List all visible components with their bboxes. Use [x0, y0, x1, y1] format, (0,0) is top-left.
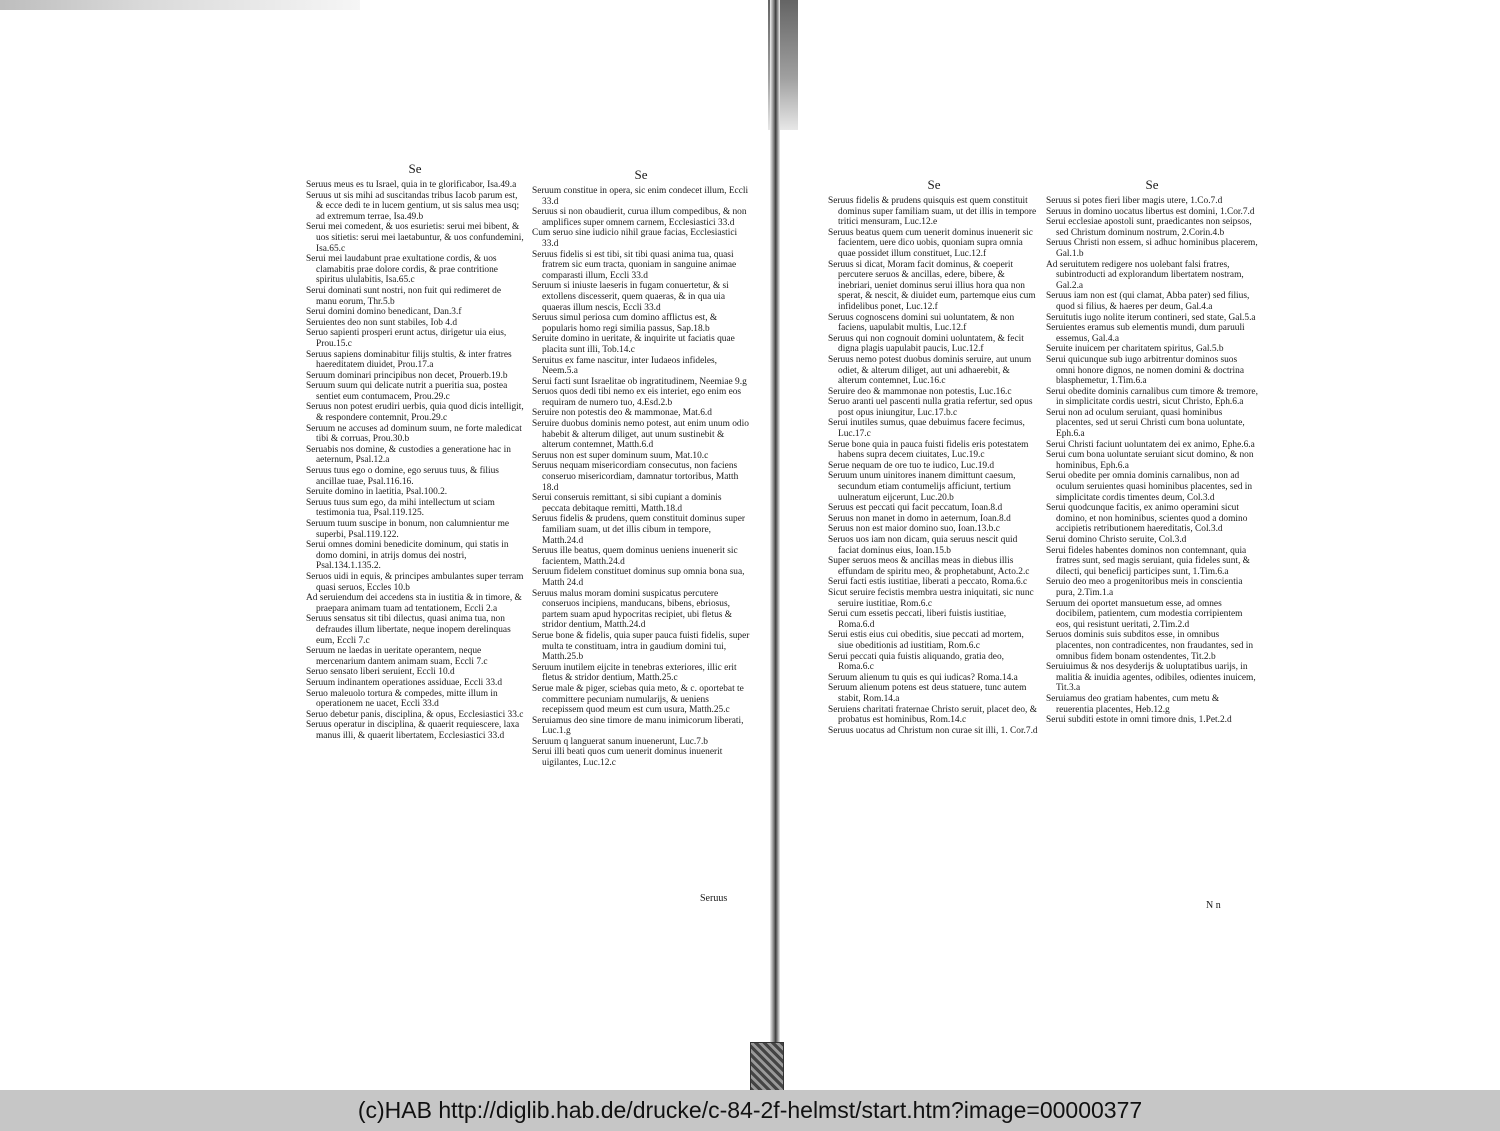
index-entry: Ad seruitutem redigere nos uolebant falsi fratres, subintroducti ad explorandum libertatem nostram, Gal.2.a	[1046, 259, 1244, 291]
column-3	[828, 176, 1040, 901]
index-entry: Seruum constitue in opera, sic enim condecet illum, Eccli 33.d	[532, 186, 749, 207]
index-entry: Seruum alienum tu quis es qui iudicas? Roma.14.a	[828, 672, 1018, 683]
index-entry: Seruite domino in ueritate, & inquirite ut faciatis quae placita sunt illi, Tob.14.c	[532, 334, 735, 355]
index-entry: Seruus est peccati qui facit peccatum, Ioan.8.d	[828, 503, 1003, 514]
index-entry: Seruus uocatus ad Christum non curae sit illi, 1. Cor.7.d	[828, 725, 1038, 736]
index-entry: Seruire non potestis deo & mammonae, Mat.6.d	[532, 408, 712, 419]
index-entry: Seruus si potes fieri liber magis utere, 1.Co.7.d	[1046, 196, 1223, 206]
index-entry: Seruus meus es tu Israel, quia in te glorificabor, Isa.49.a	[306, 180, 517, 190]
credit-text: (c)HAB http://diglib.hab.de/drucke/c-84-2f-helmst/start.htm?image=00000377	[357, 1097, 1143, 1123]
running-head: Se	[634, 167, 648, 182]
index-entry: Seruabis nos domine, & custodies a generatione hac in aeternum, Psal.12.a	[306, 444, 511, 466]
index-entry: Seruus si non obaudierit, curua illum compedibus, & non amplifices super omnem carnem, Ecclesiastici 33.d	[532, 207, 747, 228]
index-entry: Seruus Christi non essem, si adhuc hominibus placerem, Gal.1.b	[1046, 238, 1258, 259]
column-1	[306, 160, 524, 890]
index-entry: Serui quicunque sub iugo arbitrentur dominos suos omni honore dignos, ne nomen domini & doctrina blasphemetur, 1.Tim.6.a	[1046, 354, 1244, 387]
index-entry: Seruus nequam misericordiam consecutus, non faciens conseruo misericordiam, damnatur tortoribus, Matth 18.d	[532, 461, 739, 493]
index-entry: Seruos uos iam non dicam, quia seruus nescit quid faciat dominus eius, Ioan.15.b	[828, 535, 1018, 556]
column-4	[1046, 176, 1258, 901]
index-entry: Seruum ne accuses ad dominum suum, ne forte maledicat tibi & corruas, Prou.30.b	[306, 423, 522, 445]
index-entry: Seruus fidelis si est tibi, sit tibi quasi anima tua, quasi fratrem sic eum tracta, quoniam in sanguine animae comparasti illum, Eccli 33.d	[532, 249, 737, 281]
index-entry: Serui cum bona uoluntate seruiant sicut domino, & non hominibus, Eph.6.a	[1046, 450, 1254, 471]
index-entry: Seruo aranti uel pascenti nulla gratia refertur, sed opus post opus iniungitur, Luc.17.b.c	[828, 397, 1033, 418]
index-entry: Seruus iam non est (qui clamat, Abba pater) sed filius, quod si filius, & haeres per deum, Gal.4.a	[1046, 291, 1250, 312]
index-entry: Seruus beatus quem cum uenerit dominus inuenerit sic facientem, uere dico uobis, quoniam supra omnia quae possidet illum constituet, Luc.12.f	[828, 227, 1033, 259]
index-entry: Serui domino Christo seruite, Col.3.d	[1046, 535, 1187, 545]
index-entry: Serui obedite dominis carnalibus cum timore & tremore, in simplicitate cordis uestri, sicut Christo, Eph.6.a	[1046, 386, 1258, 408]
index-entry: Seruus operatur in disciplina, & quaerit requiescere, laxa manus illi, & quaerit libertatem, Ecclesiastici 33.d	[306, 720, 520, 741]
running-head: Se	[1145, 177, 1159, 192]
index-entry: Serui omnes domini benedicite dominum, qui statis in domo domini, in atrijs domus dei nostri, Psal.134.1.135.2.	[306, 540, 509, 572]
index-entry: Seruus qui non cognouit domini uoluntatem, & fecit digna plagis uapulabit paucis, Luc.12.f	[828, 333, 1024, 355]
index-entry: Seruiamus deo gratiam habentes, cum metu & reuerentia placentes, Heb.12.g	[1046, 693, 1220, 715]
index-entry: Seruus fidelis & prudens, quem constituit dominus super familiam suam, ut det illis cibum in tempore, Matth.24.d	[532, 514, 746, 546]
index-entry: Serui illi beati quos cum uenerit dominus inuenerit uigilantes, Luc.12.c	[532, 747, 723, 769]
entry-list	[828, 196, 1040, 736]
index-entry: Seruum alienum potens est deus statuere, tunc autem stabit, Rom.14.a	[828, 683, 1027, 704]
index-entry: Serui estis eius cui obeditis, siue peccati ad mortem, siue obeditionis ad iustitiam, Rom.6.c	[828, 630, 1024, 651]
index-entry: Seruiuimus & nos desyderijs & uoluptatibus uarijs, in malitia & inuidia agentes, odibiles, odientes inuicem, Tit.3.a	[1046, 662, 1256, 694]
footer-bar	[0, 1090, 1500, 1131]
index-entry: Seruus cognoscens domini sui uoluntatem, & non faciens, uapulabit multis, Luc.12.f	[828, 312, 1015, 334]
index-entry: Seruire duobus dominis nemo potest, aut enim unum odio habebit & alterum diliget, aut unum sustinebit & alterum contemnet, Matth.6.d	[532, 419, 749, 451]
index-entry: Seruus sensatus sit tibi dilectus, quasi anima tua, non defraudes illum libertate, neque inopem derelinquas eum, Eccli 7.c	[306, 614, 511, 646]
index-entry: Super seruos meos & ancillas meas in diebus illis effundam de spiritu meo, & prophetabunt, Acto.2.c	[828, 556, 1030, 577]
index-entry: Seruos dominis suis subditos esse, in omnibus placentes, non contradicentes, non fraudantes, sed in omnibus fidem bonam ostendentes, Tit.2.b	[1046, 630, 1254, 662]
index-entry: Seruus ut sis mihi ad suscitandas tribus Iacob parum est, & ecce dedi te in lucem gentium, ut sis salus mea usq; ad extremum terrae, Isa.49.b	[306, 190, 520, 222]
index-entry: Seruo debetur panis, disciplina, & opus, Ecclesiastici 33.c	[306, 709, 524, 720]
index-entry: Seruitutis iugo nolite iterum contineri, sed state, Gal.5.a	[1046, 312, 1256, 323]
index-entry: Seruo maleuolo tortura & compedes, mitte illum in operationem ne uacet, Eccli 33.d	[306, 688, 498, 710]
entry-list	[1046, 196, 1258, 726]
index-entry: Seruum inutilem eijcite in tenebras exteriores, illic erit fletus & stridor dentium, Matth.25.c	[532, 662, 737, 684]
index-entry: Seruum ne laedas in ueritate operantem, neque mercenarium dantem animam suam, Eccli 7.c	[306, 646, 488, 667]
index-entry: Seruire deo & mammonae non potestis, Luc.16.c	[828, 386, 1012, 397]
index-entry: Seruus non manet in domo in aeternum, Ioan.8.d	[828, 513, 1011, 524]
index-entry: Seruite domino in laetitia, Psal.100.2.	[306, 487, 448, 498]
index-entry: Serui conseruis remittant, si sibi cupiant a dominis peccata debitaque remitti, Matth.18.d	[532, 493, 722, 514]
index-entry: Serui non ad oculum seruiant, quasi hominibus placentes, sed ut serui Christi cum bona uoluntate, Eph.6.a	[1046, 407, 1245, 440]
running-head: Se	[408, 161, 422, 176]
book-gutter	[770, 0, 780, 1090]
index-entry: Seruo sensato liberi seruient, Eccli 10.d	[306, 667, 455, 678]
index-entry: Seruus non est super dominum suum, Mat.10.c	[532, 450, 709, 461]
index-entry: Seruus non est maior domino suo, Ioan.13.b.c	[828, 524, 1000, 535]
index-entry: Serui cum essetis peccati, liberi fuistis iustitiae, Roma.6.d	[828, 609, 1007, 630]
index-entry: Seruus fidelis & prudens quisquis est quem constituit dominus super familiam suam, ut det illis in tempore tritici mensuram, Luc.12.e	[828, 196, 1037, 228]
index-entry: Serui peccati quia fuistis aliquando, gratia deo, Roma.6.c	[828, 651, 1004, 673]
scan-edge-shadow	[0, 0, 360, 10]
index-entry: Seruum si iniuste laeseris in fugam conuertetur, & si extollens discesserit, quem quaeras, & in qua uia quaeras illum nescis, Eccli 33.d	[532, 281, 729, 313]
index-entry: Serue bone quia in pauca fuisti fidelis eris potestatem habens supra decem ciuitates, Luc.19.c	[828, 439, 1029, 461]
index-entry: Serui fideles habentes dominos non contemnant, quia fratres sunt, sed magis seruiant, quia fideles sunt, & dilecti, qui beneficij participes sunt, 1.Tim.6.a	[1046, 545, 1250, 577]
column-2	[532, 166, 750, 901]
index-entry: Seruos quos dedi tibi nemo ex eis interiet, ego enim eos requiram de numero tuo, 4.Esd.2.b	[532, 387, 742, 408]
index-entry: Seruum dei oportet mansuetum esse, ad omnes docibilem, patientem, cum modestia corripientem eos, qui resistunt ueritati, 2.Tim.2.d	[1046, 598, 1243, 630]
index-entry: Seruum indinantem operationes assiduae, Eccli 33.d	[306, 677, 503, 688]
index-entry: Serui subditi estote in omni timore dnis, 1.Pet.2.d	[1046, 715, 1232, 726]
index-entry: Serui ecclesiae apostoli sunt, praedicantes non seipsos, sed Christum dominum nostrum, 2.Corin.4.b	[1046, 217, 1252, 238]
index-entry: Serue male & piger, sciebas quia meto, & c. oportebat te committere pecuniam numularijs, & ueniens recepissem quod meum est cum usura, Matth.25.c	[532, 683, 744, 716]
index-entry: Ad seruiendum dei accedens sta in iustitia & in timore, & praepara animam tuam ad tentationem, Eccli 2.a	[306, 593, 522, 614]
index-entry: Seruus nemo potest duobus dominis seruire, aut unum odiet, & alterum diliget, aut uni adhaerebit, & alterum contemnet, Luc.16.c	[828, 354, 1032, 387]
index-entry: Seruum fidelem constituet dominus sup omnia bona sua, Matth 24.d	[532, 567, 745, 588]
index-entry: Seruus si dicat, Moram facit dominus, & coeperit percutere seruos & ancillas, edere, bibere, & inebriari, ueniet dominus serui illius hora qua non sperat, & nescit, & diuidet eum, partemque eius cum infidelibus ponet, Luc.12.f	[828, 259, 1036, 312]
index-entry: Serui obedite per omnia dominis carnalibus, non ad oculum seruientes quasi hominibus placentes, sed in simplicitate cordis timentes deum, Col.3.d	[1046, 471, 1253, 503]
index-entry: Seruus simul periosa cum domino afflictus est, & popularis homo regi similia passus, Sap.18.b	[532, 313, 718, 334]
index-entry: Serue bone & fidelis, quia super pauca fuisti fidelis, super multa te constituam, intra in gaudium domini tui, Matth.25.b	[532, 630, 750, 663]
index-entry: Seruus tuus ego o domine, ego seruus tuus, & filius ancillae tuae, Psal.116.16.	[306, 466, 499, 487]
index-entry: Seruus non potest erudiri uerbis, quia quod dicis intelligit, & respondere contemnit, Prou.29.c	[306, 402, 524, 424]
index-entry: Serue nequam de ore tuo te iudico, Luc.19.d	[828, 460, 995, 471]
index-entry: Seruite inuicem per charitatem spiritus, Gal.5.b	[1046, 344, 1224, 355]
index-entry: Serui facti sunt Israelitae ob ingratitudinem, Neemiae 9.g	[532, 376, 747, 387]
index-entry: Seruus sapiens dominabitur filijs stultis, & inter fratres haereditatem diuidet, Prou.17.a	[306, 349, 512, 371]
index-entry: Serui facti estis iustitiae, liberati a peccato, Roma.6.c	[828, 577, 1028, 588]
binding-clasp	[750, 1042, 784, 1092]
index-entry: Seruum unum uinitores inanem dimittunt caesum, secundum etiam contumelijs afficiunt, tertium uulneratum eijcerunt, Luc.20.b	[828, 471, 1016, 503]
index-entry: Seruientes eramus sub elementis mundi, dum paruuli essemus, Gal.4.a	[1046, 323, 1245, 344]
index-entry: Seruos uidi in equis, & principes ambulantes super terram quasi seruos, Eccles 10.b	[306, 571, 524, 593]
index-entry: Seruus in domino uocatus libertus est domini, 1.Cor.7.d	[1046, 206, 1255, 217]
running-head: Se	[927, 177, 941, 192]
index-entry: Cum seruo sine iudicio nihil graue facias, Ecclesiastici 33.d	[532, 228, 738, 249]
index-entry: Seruum dominari principibus non decet, Prouerb.19.b	[306, 370, 508, 381]
index-entry: Serui quodcunque facitis, ex animo operamini sicut domino, et non hominibus, scientes quod a domino accipietis retributionem haereditatis, Col.3.d	[1046, 503, 1248, 535]
index-entry: Seruio deo meo a progenitoribus meis in conscientia pura, 2.Tim.1.a	[1046, 577, 1243, 598]
index-entry: Serui inutiles sumus, quae debuimus facere fecimus, Luc.17.c	[828, 418, 1025, 440]
index-entry: Seruus ille beatus, quem dominus ueniens inuenerit sic facientem, Matth.24.d	[532, 546, 738, 567]
index-entry: Sicut seruire fecistis membra uestra iniquitati, sic nunc seruire iustitiae, Rom.6.c	[828, 587, 1034, 609]
index-entry: Serui mei comedent, & uos esurietis: serui mei bibent, & uos sitietis: serui mei laetabuntur, & uos confundemini, Isa.65.c	[306, 222, 524, 254]
index-entry: Seruum q languerat sanum inuenerunt, Luc.7.b	[532, 736, 708, 747]
index-entry: Seruum suum qui delicate nutrit a pueritia sua, postea sentiet eum contumacem, Prou.29.c	[306, 381, 508, 402]
index-entry: Seruientes deo non sunt stabiles, Iob 4.d	[306, 317, 458, 328]
index-entry: Seruitus ex fame nascitur, inter Iudaeos infideles, Neem.5.a	[532, 355, 717, 377]
entry-list	[532, 186, 750, 769]
entry-list	[306, 180, 524, 741]
index-entry: Serui domini domino benedicant, Dan.3.f	[306, 307, 462, 318]
index-entry: Serui mei laudabunt prae exultatione cordis, & uos clamabitis prae dolore cordis, & prae contritione spiritus ululabitis, Isa.65.c	[306, 254, 498, 286]
index-entry: Seruum tuum suscipe in bonum, non calumnientur me superbi, Psal.119.122.	[306, 519, 510, 540]
signature-mark: N n	[1206, 900, 1221, 911]
index-entry: Serui dominati sunt nostri, non fuit qui redimeret de manu eorum, Thr.5.b	[306, 285, 502, 307]
index-entry: Seruus malus moram domini suspicatus percutere conseruos incipiens, manducans, bibens, ebriosus, partem suam apud hypocritas recipiet, ubi fletus & stridor dentium, Matth.24.d	[532, 588, 733, 631]
index-entry: Serui Christi faciunt uoluntatem dei ex animo, Ephe.6.a	[1046, 439, 1255, 450]
catchword: Seruus	[700, 893, 728, 904]
index-entry: Seruo sapienti prosperi erunt actus, dirigetur uia eius, Prou.15.c	[306, 328, 507, 349]
index-entry: Seruiens charitati fraternae Christo seruit, placet deo, & probatus est hominibus, Rom.14.c	[828, 704, 1038, 726]
index-entry: Seruiamus deo sine timore de manu inimicorum liberati, Luc.1.g	[532, 715, 744, 737]
index-entry: Seruus tuus sum ego, da mihi intellectum ut sciam testimonia tua, Psal.119.125.	[306, 497, 495, 519]
